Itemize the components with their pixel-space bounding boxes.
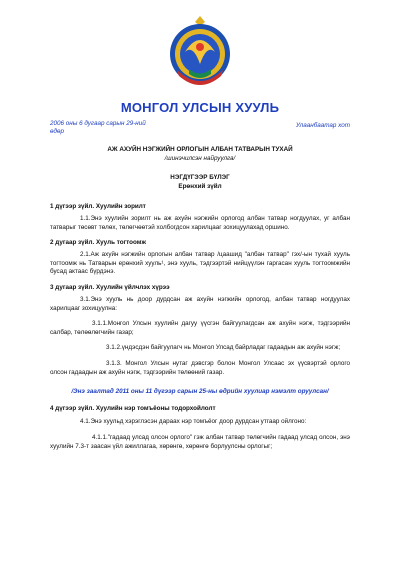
- article-4-text: 4.1.Энэ хуульд хэрэглэсэн дараах нэр томъёог доор дурдсан утгаар ойлгоно:: [80, 418, 307, 425]
- date-line-1: 2006 оны 6 дугаар сарын 29-ний: [50, 120, 146, 127]
- article-3-text: 3.1.Энэ хууль нь доор дурдсан аж ахуйн нэгжийн орлогод, албан татвар ногдуулах харилцааг зохицуулна:: [50, 296, 350, 312]
- mongolia-state-emblem: [167, 14, 233, 90]
- date-line-2: өдөр: [50, 128, 64, 135]
- law-title: АЖ АХУЙН НЭГЖИЙН ОРЛОГЫН АЛБАН ТАТВАРЫН ТУХАЙ: [107, 146, 293, 153]
- article-1-heading: 1 дүгээр зүйл. Хуулийн зорилт: [50, 203, 146, 210]
- article-4-heading: 4 дүгээр зүйл. Хуулийн нэр томъёоны тодорхойлолт: [50, 405, 216, 412]
- article-2-heading: 2 дугаар зүйл. Хууль тогтоомж: [50, 239, 146, 246]
- article-4-clause-1: 4.1.1."гадаад улсад олсон орлого" гэж албан татвар төлөгчийн гадаад улсад олсон, энэ хуулийн 7.3-т заасан үйл ажиллагаа, хөрөнгө, хөрөнгө борлуулсны орлогыг;: [50, 434, 350, 450]
- article-3-clause-3: 3.1.3. Монгол Улсын нутаг дэвсгэр болон Монгол Улсаас эх үүсвэртэй орлого олсон гадаадын аж ахуйн нэгж, тэдгээрийн төлөөний газар.: [50, 360, 350, 376]
- enactment-date: [50, 120, 146, 136]
- article-3-heading: 3 дугаар зүйл. Хуулийн үйлчлэх хүрээ: [50, 284, 170, 291]
- chapter-subtitle: Ерөнхий зүйл: [178, 183, 222, 190]
- article-2-text: 2.1.Аж ахуйн нэгжийн орлогын албан татвар /цаашид "албан татвар" гэх/-ын тухай хууль тогтоомж нь Татварын ерөнхий хууль¹, энэ хууль, тэдгээртэй нийцүүлэн гаргасан хууль тогтоомжийн бусад актаас бүрдэнэ.: [50, 251, 350, 276]
- amendment-note: /Энэ заалтад 2011 оны 11 дүгээр сарын 25-ны өдрийн хуулиар нэмэлт оруулсан/: [71, 388, 329, 395]
- article-3-clause-2: 3.1.2.үндэсдэн байгуулагч нь Монгол Улсад байрладаг гадаадын аж ахуйн нэгж;: [106, 344, 341, 351]
- chapter-title: НЭГДҮГЭЭР БҮЛЭГ: [170, 174, 230, 181]
- document-title: МОНГОЛ УЛСЫН ХУУЛЬ: [120, 100, 280, 115]
- enactment-place: Улаанбаатар хот: [295, 122, 350, 129]
- article-1-text: 1.1.Энэ хуулийн зорилт нь аж ахуйн нэгжийн орлогод албан татвар ногдуулах, уг албан татварыг төсөвт төлөх, төлөгчөөтэй холбогдсон харилцааг зохицуулахад оршино.: [50, 215, 350, 231]
- law-subtitle: /шинэчилсэн найруулга/: [164, 155, 236, 162]
- article-3-clause-1: 3.1.1.Монгол Улсын хуулийн дагуу үүсгэн байгуулагдсан аж ахуйн нэгж, тэдгээрийн салбар, төлөөлөгчийн газар;: [50, 320, 350, 336]
